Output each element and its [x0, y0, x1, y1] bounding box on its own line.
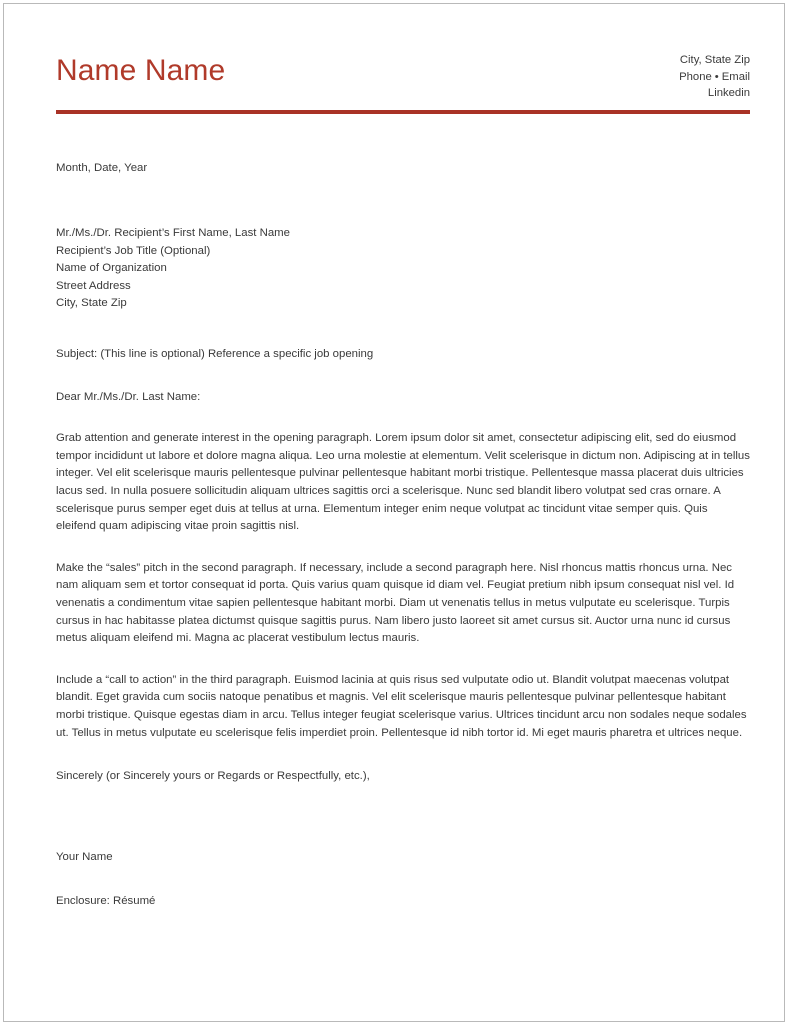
- recipient-city-state-zip: City, State Zip: [56, 297, 127, 310]
- letter-page: [3, 3, 785, 1022]
- salutation-line: Dear Mr./Ms./Dr. Last Name:: [56, 390, 201, 403]
- header-divider: [56, 110, 750, 114]
- contact-email: Email: [721, 70, 750, 83]
- enclosure-line: Enclosure: Résumé: [56, 895, 156, 908]
- body-paragraph-2: Make the “sales” pitch in the second paragraph. If necessary, include a second paragraph here. Nisl rhoncus mattis rhoncus urna. Nec nam aliquam sem et tortor consequat id porta. Quis varius quam quisque id diam vel. Feugiat pretium nibh ipsum consequat nisl vel. Id venenatis a condimentum vitae sapien pellentesque habitant morbi. Diam ut venenatis tellus in metus vulputate eu scelerisque. Turpis cursus in hac habitasse platea dictumst quisque sagittis purus. Nam libero justo laoreet sit amet cursus sit. Auctor urna nunc id cursus metus aliquam eleifend mi. Magna ac placerat vestibulum lectus mauris.: [56, 561, 735, 645]
- recipient-name: Mr./Ms./Dr. Recipient’s First Name, Last Name: [56, 227, 290, 240]
- signature-name: Your Name: [56, 850, 113, 863]
- recipient-organization: Name of Organization: [56, 262, 167, 275]
- body-paragraph-1: Grab attention and generate interest in the opening paragraph. Lorem ipsum dolor sit amet, consectetur adipiscing elit, sed do eiusmod tempor incididunt ut labore et dolore magna aliqua. Leo urna molestie at elementum. Velit scelerisque in dictum non. Adipiscing at in tellus integer. Vel elit scelerisque mauris pellentesque pulvinar pellentesque habitant morbi tristique. Pellentesque massa placerat duis ultricies lacus sed. In nulla posuere sollicitudin aliquam ultrices sagittis orci a scelerisque. Nunc sed blandit libero volutpat sed cras ornare. A scelerisque purus semper eget duis at tellus at urna. Elementum integer enim neque volutpat ac tincidunt vitae semper quis. Quis eleifend quam adipiscing vitae proin sagittis nisl.: [56, 432, 750, 533]
- contact-location: City, State Zip: [679, 54, 750, 66]
- letterhead: [56, 48, 750, 102]
- recipient-street-address: Street Address: [56, 279, 131, 292]
- page-title: Name Name: [56, 54, 226, 87]
- recipient-address-block: [56, 225, 750, 313]
- body-paragraph-3: Include a “call to action” in the third paragraph. Euismod lacinia at quis risus sed vulputate odio ut. Blandit volutpat maecenas volutpat blandit. Eget gravida cum sociis natoque penatibus et magnis. Vel elit scelerisque mauris pellentesque pulvinar pellentesque habitant morbi tristique. Quisque egestas diam in arcu. Tellus integer feugiat scelerisque varius. Ultrices tincidunt arcu non sodales neque sodales ut. Tellus in metus vulputate eu scelerisque felis imperdiet proin. Pellentesque id nibh tortor id. Mi eget mauris pharetra et ultrices neque.: [56, 673, 747, 739]
- closing-line: Sincerely (or Sincerely yours or Regards or Respectfully, etc.),: [56, 770, 370, 783]
- letter-content: [56, 48, 750, 911]
- recipient-job-title: Recipient’s Job Title (Optional): [56, 244, 211, 257]
- subject-line: Subject: (This line is optional) Reference a specific job opening: [56, 348, 374, 361]
- date-line: Month, Date, Year: [56, 161, 148, 174]
- contact-linkedin: Linkedin: [707, 87, 750, 99]
- contact-phone-email: [679, 69, 750, 86]
- contact-phone: Phone: [679, 70, 712, 83]
- bullet-separator-icon: •: [714, 70, 719, 83]
- contact-block: [679, 48, 750, 102]
- letter-body: [56, 160, 750, 911]
